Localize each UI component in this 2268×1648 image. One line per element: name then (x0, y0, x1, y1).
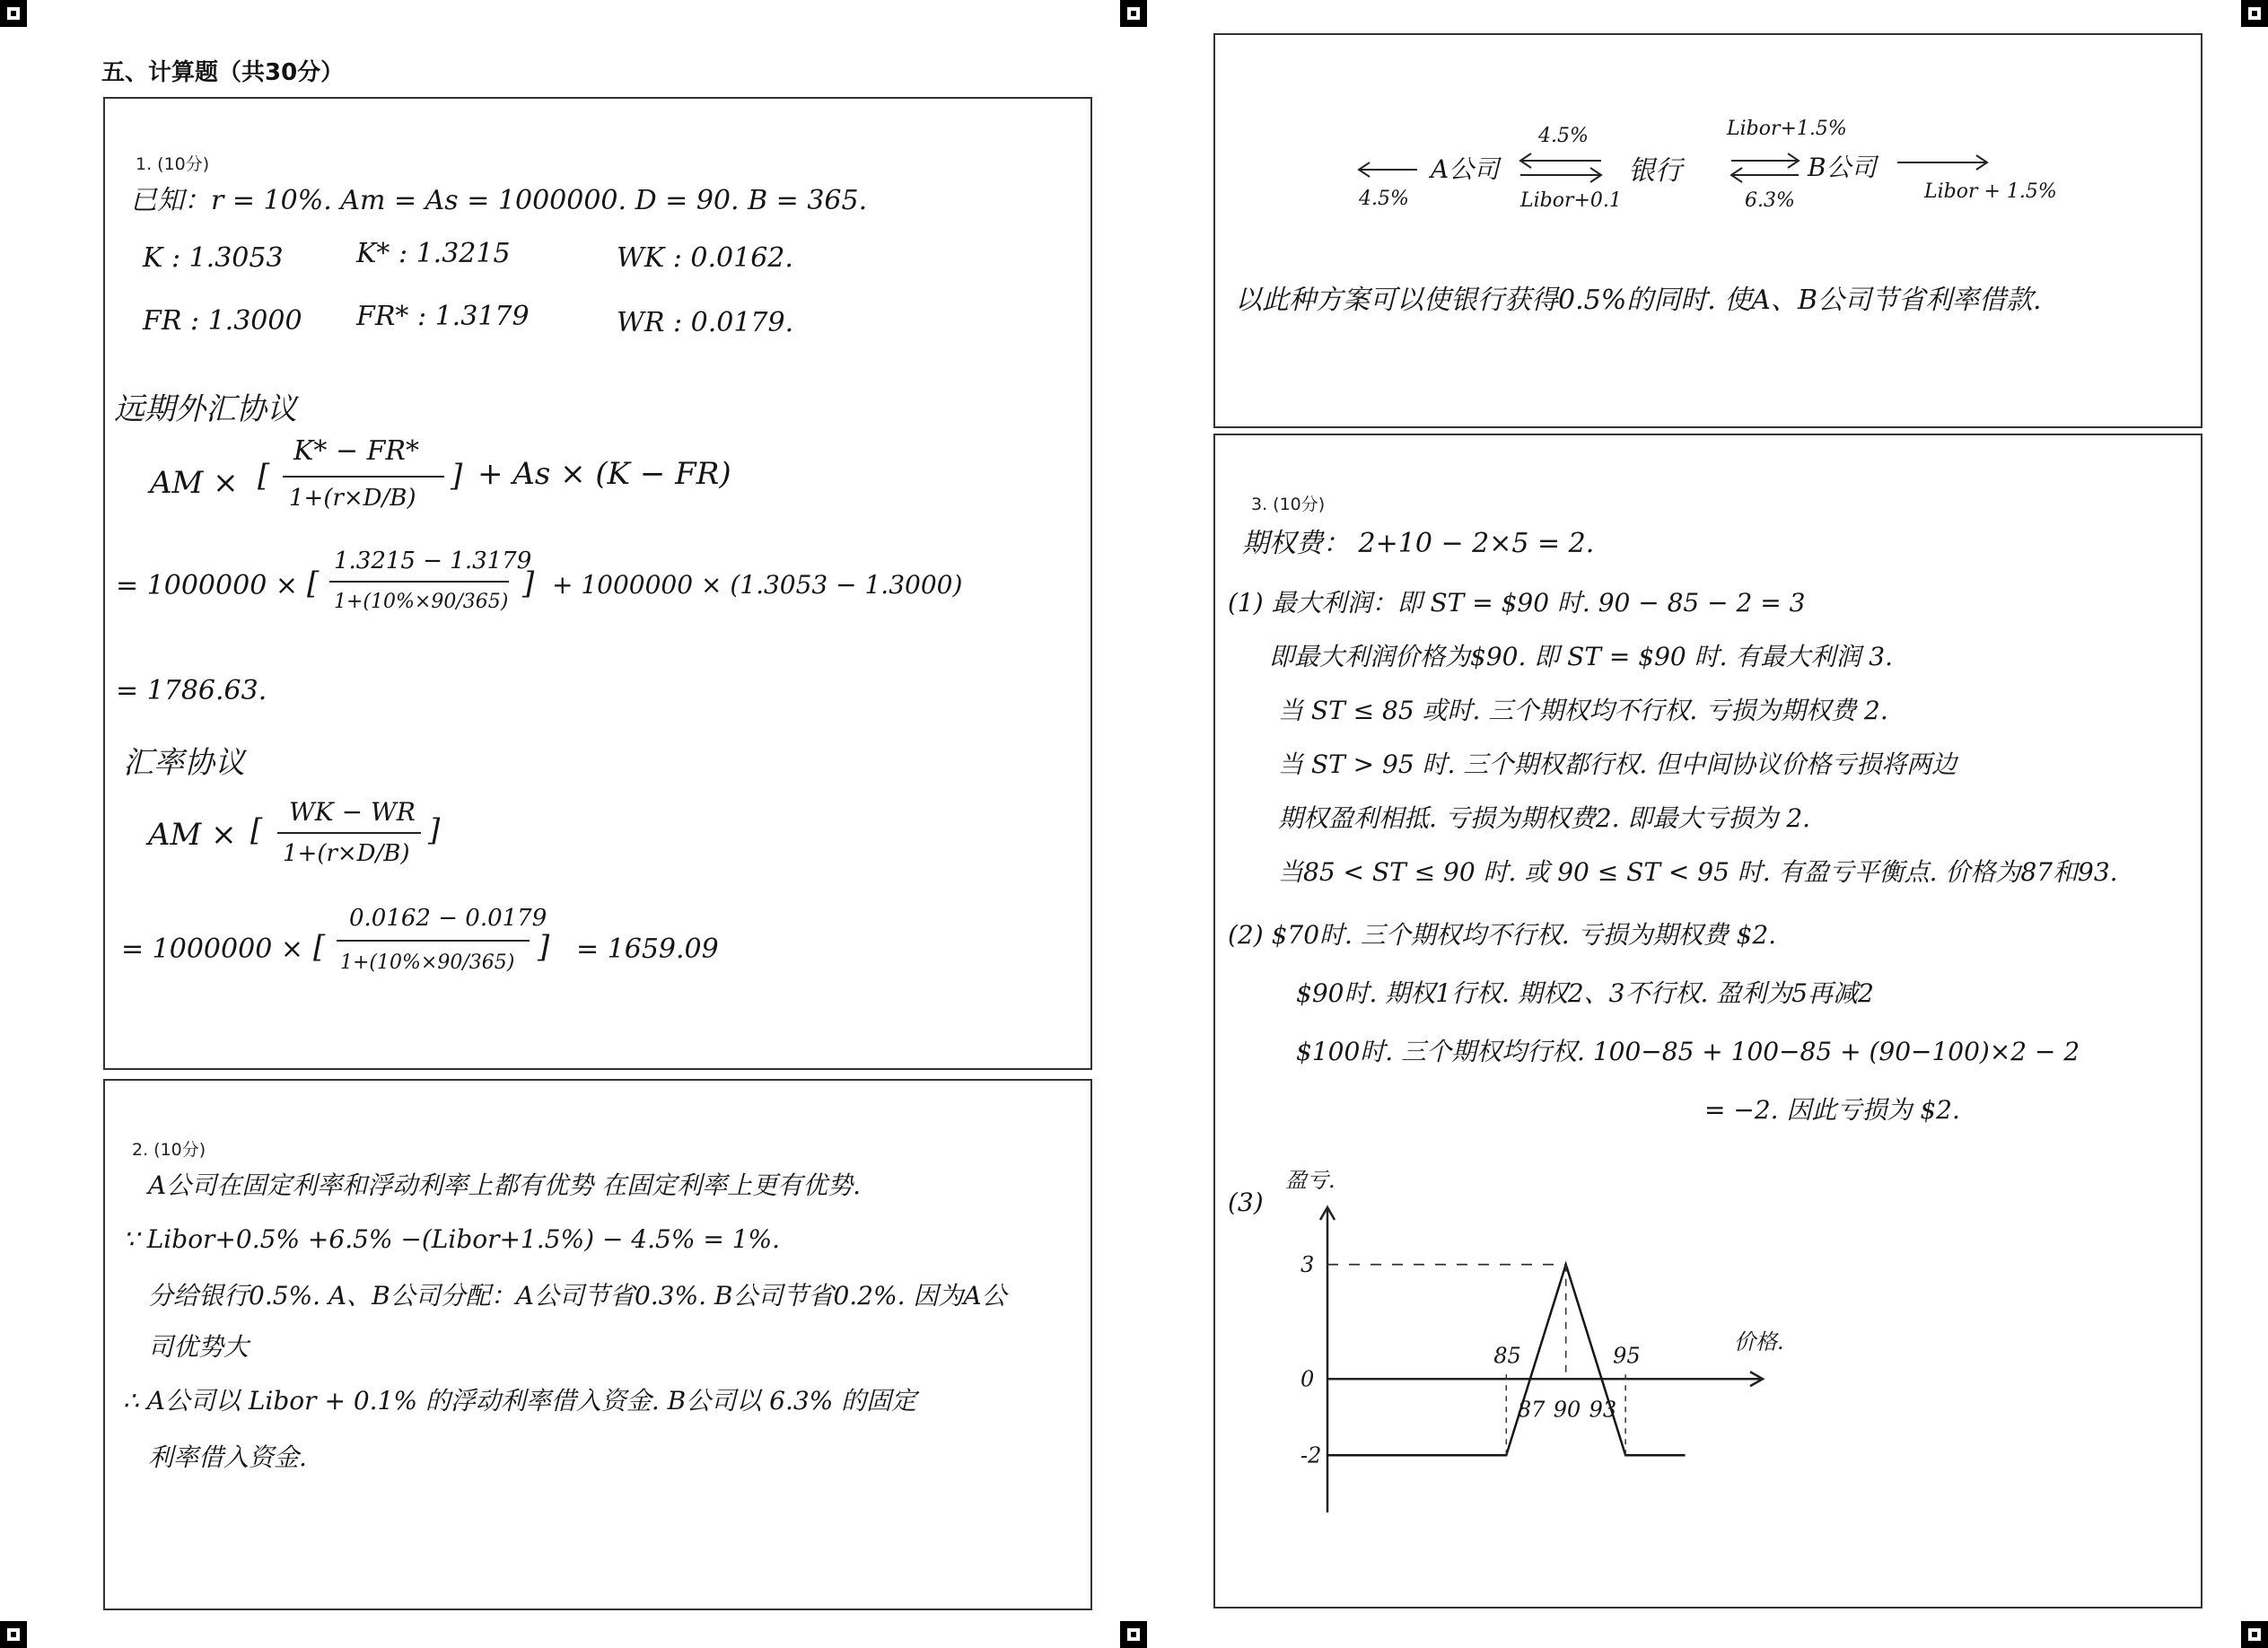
q1-erd-calc-result: = 1659.09 (576, 934, 719, 965)
question-2-box (103, 1079, 1092, 1610)
chart-x-tick-label: 85 (1493, 1343, 1521, 1369)
q1-fra-calc-numerator: 1.3215 − 1.3179 (334, 548, 532, 574)
q3-part1-line-2: 即最大利润价格为$90. 即 ST = $90 时. 有最大利润 3. (1269, 642, 1894, 671)
q2-line-1: A公司在固定利率和浮动利率上都有优势 在固定利率上更有优势. (148, 1170, 862, 1200)
swap-a-bank-top-rate: 4.5% (1538, 125, 1589, 147)
chart-x-tick-label: 90 (1553, 1397, 1581, 1423)
chart-y-tick-label: -2 (1300, 1442, 1322, 1468)
q1-erd-formula-denominator: 1+(r×D/B) (283, 840, 410, 867)
q1-fra-calc-bracket-right: ] (522, 565, 535, 601)
question-1-label: 1. (10分) (136, 154, 210, 174)
q1-erd-title: 汇率协议 (123, 745, 245, 781)
q1-kstar-value: K* : 1.3215 (356, 238, 511, 269)
q1-erd-formula-bracket-left: [ (250, 812, 263, 848)
swap-bank-b-bottom-rate: 6.3% (1745, 189, 1795, 212)
q2-line-4: 司优势大 (148, 1332, 250, 1362)
q3-part3-label: (3) (1228, 1188, 1264, 1217)
q3-part2-line-4: = −2. 因此亏损为 $2. (1704, 1095, 1960, 1125)
chart-x-axis-label: 价格. (1734, 1329, 1784, 1354)
q1-fra-formula-fraction-bar (283, 476, 444, 478)
q1-erd-calc-prefix: = 1000000 × (121, 934, 303, 965)
swap-bank: 银行 (1628, 155, 1682, 187)
q1-given-line: 已知：r = 10%. Am = As = 1000000. D = 90. B = 365. (130, 185, 868, 216)
q2-line-6: 利率借入资金. (148, 1442, 307, 1472)
q3-part2-line-3: $100时. 三个期权均行权. 100−85 + 100−85 + (90−100)×2 − 2 (1296, 1037, 2080, 1066)
section-title: 五、计算题（共30分） (101, 59, 345, 86)
q1-erd-calc-fraction-bar (337, 940, 530, 942)
chart-x-tick-label: 95 (1613, 1343, 1641, 1369)
q1-fra-calc-fraction-bar (329, 581, 509, 583)
q1-erd-formula-numerator: WK − WR (289, 797, 416, 827)
q1-wk-value: WK : 0.0162. (617, 242, 793, 274)
swap-conclusion: 以此种方案可以使银行获得0.5%的同时. 使A、B公司节省利率借款. (1235, 285, 2042, 316)
q1-erd-calc-denominator: 1+(10%×90/365) (340, 951, 515, 974)
chart-y-tick-label: 3 (1300, 1251, 1315, 1277)
swap-right-arrow-label: Libor + 1.5% (1924, 180, 2057, 203)
swap-company-a: A公司 (1431, 154, 1500, 184)
q3-premium: 期权费： 2+10 − 2×5 = 2. (1242, 528, 1595, 559)
chart-x-tick-label: 93 (1589, 1397, 1617, 1423)
chart-x-tick-label: 87 (1517, 1397, 1546, 1423)
q1-erd-formula-fraction-bar (277, 832, 421, 834)
q2-line-3: 分给银行0.5%. A、B公司分配：A公司节省0.3%. B公司节省0.2%. 因为A公 (148, 1281, 1007, 1311)
q3-part1-line-6: 当85 < ST ≤ 90 时. 或 90 ≤ ST < 95 时. 有盈亏平衡点. 价格为87和93. (1278, 857, 2118, 887)
question-3-label: 3. (10分) (1251, 495, 1326, 514)
q1-frstar-value: FR* : 1.3179 (356, 301, 530, 332)
swap-bank-b-top-rate: Libor+1.5% (1727, 118, 1847, 140)
q3-part1-line-4: 当 ST > 95 时. 三个期权都行权. 但中间协议价格亏损将两边 (1278, 749, 1957, 779)
q1-fra-calc-suffix: + 1000000 × (1.3053 − 1.3000) (552, 570, 963, 600)
q1-fr-value: FR : 1.3000 (143, 305, 302, 337)
q1-fra-title: 远期外汇协议 (114, 391, 297, 427)
q1-wr-value: WR : 0.0179. (617, 307, 794, 338)
q1-erd-formula-bracket-right: ] (428, 812, 441, 848)
swap-left-arrow-label: 4.5% (1359, 188, 1409, 210)
q2-line-2: ∵ Libor+0.5% +6.5% −(Libor+1.5%) − 4.5% = 1%. (123, 1224, 781, 1254)
swap-diagram-box (1213, 33, 2202, 428)
question-3-box (1213, 434, 2202, 1609)
q1-fra-formula-bracket-left: [ (258, 458, 270, 494)
fiducial-marker-bottom-right (2241, 1621, 2268, 1648)
fiducial-marker-bottom-middle (1120, 1621, 1147, 1648)
q3-part1-line-5: 期权盈利相抵. 亏损为期权费2. 即最大亏损为 2. (1278, 803, 1811, 833)
question-1-box (103, 97, 1092, 1070)
swap-diagram-arrows (1215, 35, 2201, 426)
fiducial-marker-top-middle (1120, 0, 1147, 27)
question-2-label: 2. (10分) (132, 1140, 206, 1160)
fiducial-marker-bottom-left (0, 1621, 27, 1648)
q1-erd-formula-prefix: AM × (148, 817, 237, 853)
q1-fra-formula-prefix: AM × (150, 465, 239, 501)
q3-part2-line-1: (2) $70时. 三个期权均不行权. 亏损为期权费 $2. (1228, 920, 1777, 950)
q3-part2-line-2: $90时. 期权1行权. 期权2、3不行权. 盈利为5再减2 (1296, 978, 1874, 1008)
q1-erd-calc-numerator: 0.0162 − 0.0179 (349, 905, 547, 932)
q1-erd-calc-bracket-left: [ (313, 929, 326, 965)
swap-company-b: B公司 (1808, 153, 1877, 182)
chart-y-tick-label: 0 (1300, 1366, 1315, 1392)
q1-fra-formula-denominator: 1+(r×D/B) (289, 485, 416, 512)
q2-line-5: ∴ A公司以 Libor + 0.1% 的浮动利率借入资金. B公司以 6.3% 的固定 (123, 1386, 917, 1416)
q3-part1-line-1: (1) 最大利润：即 ST = $90 时. 90 − 85 − 2 = 3 (1228, 588, 1806, 618)
q1-erd-calc-bracket-right: ] (538, 929, 550, 965)
q1-fra-calc-denominator: 1+(10%×90/365) (334, 591, 509, 613)
q1-fra-calc-prefix: = 1000000 × (116, 570, 298, 601)
swap-a-bank-bottom-rate: Libor+0.1 (1520, 189, 1622, 212)
q1-k-value: K : 1.3053 (143, 242, 284, 274)
q1-fra-formula-numerator: K* − FR* (293, 435, 420, 467)
q3-part1-line-3: 当 ST ≤ 85 或时. 三个期权均不行权. 亏损为期权费 2. (1278, 696, 1888, 725)
q1-fra-result: = 1786.63. (116, 675, 267, 706)
chart-y-axis-label: 盈亏. (1285, 1168, 1335, 1193)
payoff-chart (1242, 1153, 1852, 1548)
fiducial-marker-top-right (2241, 0, 2268, 27)
q1-fra-formula-bracket-right: ] (451, 458, 463, 494)
q1-fra-formula-suffix: + As × (K − FR) (477, 456, 731, 492)
q1-fra-calc-bracket-left: [ (307, 565, 320, 601)
fiducial-marker-top-left (0, 0, 27, 27)
